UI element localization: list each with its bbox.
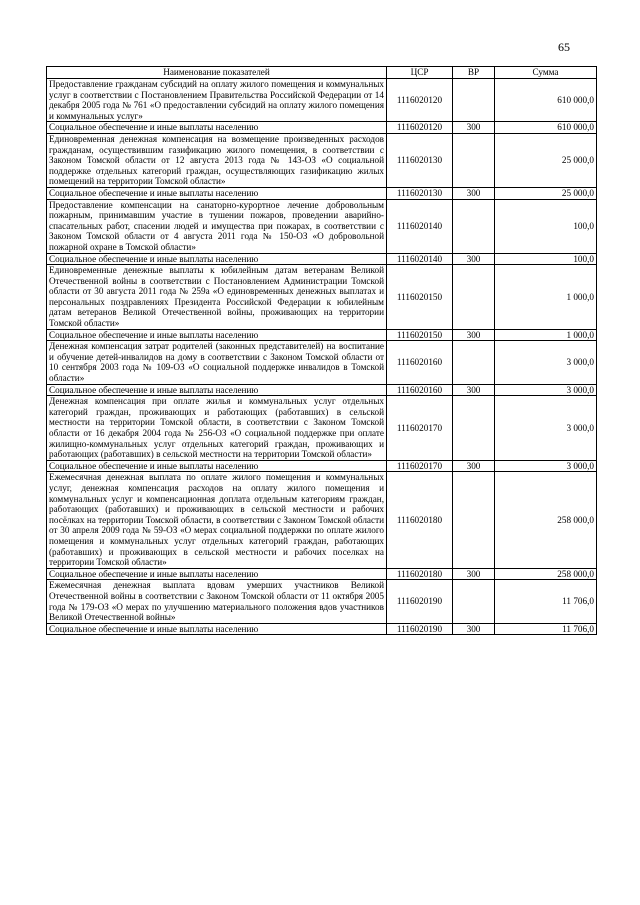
column-header-name: Наименование показателей [47, 67, 387, 79]
row-sum: 1 000,0 [495, 329, 597, 341]
row-name: Социальное обеспечение и иные выплаты населению [47, 122, 387, 134]
row-sum: 1 000,0 [495, 265, 597, 330]
row-sum: 3 000,0 [495, 341, 597, 384]
row-vr: 300 [453, 623, 495, 635]
column-header-sum: Сумма [495, 67, 597, 79]
table-row [47, 265, 597, 330]
table-row [47, 568, 597, 580]
row-vr: 300 [453, 460, 495, 472]
row-sum: 11 706,0 [495, 623, 597, 635]
row-code: 1116020130 [387, 187, 453, 199]
row-name: Ежемесячная денежная выплата по оплате жилого помещения и коммунальных услуг, денежная компенсация расходов на оплату жилого помещения и коммунальных услуг и компенсационная доплата отдельным категориям граждан, работающих (работавших) и проживающих в сельской местности и рабочих посёлках на территории Томской области, в соответствии с Законом Томской области от 30 апреля 2009 года № 59-ОЗ «О мерах социальной поддержки по оплате жилого помещения и коммунальных услуг отдельных категорий граждан, работающих (работавших) и проживающих в сельской местности и рабочих поселках на территории Томской области» [47, 472, 387, 568]
row-sum: 11 706,0 [495, 580, 597, 623]
row-name: Социальное обеспечение и иные выплаты населению [47, 568, 387, 580]
row-vr: 300 [453, 187, 495, 199]
table-row [47, 79, 597, 122]
row-code: 1116020170 [387, 396, 453, 461]
row-code: 1116020160 [387, 384, 453, 396]
table-row [47, 384, 597, 396]
row-code: 1116020150 [387, 329, 453, 341]
row-vr [453, 265, 495, 330]
row-code: 1116020190 [387, 623, 453, 635]
row-code: 1116020140 [387, 253, 453, 265]
row-sum: 3 000,0 [495, 396, 597, 461]
row-vr: 300 [453, 122, 495, 134]
row-name: Единовременная денежная компенсация на возмещение произведенных расходов гражданам, осуществившим газификацию жилого помещения, в соответствии с Законом Томской области от 12 августа 2013 года № 143-ОЗ «О социальной поддержке отдельных категорий граждан, осуществляющих газификацию жилых помещений на территории Томской области» [47, 133, 387, 187]
row-vr: 300 [453, 384, 495, 396]
row-code: 1116020120 [387, 79, 453, 122]
row-name: Денежная компенсация при оплате жилья и коммунальных услуг отдельных категорий граждан, проживающих и работающих (работавших) в сельской местности на территории Томской области, в соответствии с Законом Томской области от 16 декабря 2004 года № 256-ОЗ «О социальной поддержке при оплате жилищно-коммунальных услуг отдельных категорий граждан, проживающих и работающих (работавших) в сельской местности на территории Томской области» [47, 396, 387, 461]
row-name: Социальное обеспечение и иные выплаты населению [47, 187, 387, 199]
row-sum: 258 000,0 [495, 472, 597, 568]
row-sum: 258 000,0 [495, 568, 597, 580]
row-name: Предоставление гражданам субсидий на оплату жилого помещения и коммунальных услуг в соответствии с Постановлением Правительства Российской Федерации от 14 декабря 2005 года № 761 «О предоставлении субсидий на оплату жилого помещения и коммунальных услуг» [47, 79, 387, 122]
row-code: 1116020180 [387, 568, 453, 580]
row-sum: 100,0 [495, 199, 597, 253]
row-sum: 3 000,0 [495, 460, 597, 472]
row-name: Предоставление компенсации на санаторно-курортное лечение добровольным пожарным, принимавшим участие в тушении пожаров, проведении аварийно-спасательных работ, спасении людей и имущества при пожарах, в соответствии с Законом Томской области от 4 августа 2011 года № 150-ОЗ «О добровольной пожарной охране в Томской области» [47, 199, 387, 253]
row-vr [453, 396, 495, 461]
row-sum: 100,0 [495, 253, 597, 265]
table-header-row [47, 67, 597, 79]
column-header-vr: ВР [453, 67, 495, 79]
row-sum: 610 000,0 [495, 122, 597, 134]
row-vr [453, 79, 495, 122]
row-sum: 610 000,0 [495, 79, 597, 122]
row-code: 1116020120 [387, 122, 453, 134]
row-vr [453, 580, 495, 623]
row-name: Единовременные денежные выплаты к юбилейным датам ветеранам Великой Отечественной войны в соответствии с Постановлением Администрации Томской области от 30 августа 2011 года № 259а «О единовременных денежных выплатах и персональных поздравлениях Президента Российской Федерации к юбилейным датам ветеранов Великой Отечественной войны, проживающих на территории Томской области» [47, 265, 387, 330]
row-code: 1116020180 [387, 472, 453, 568]
row-name: Социальное обеспечение и иные выплаты населению [47, 460, 387, 472]
budget-table [46, 66, 597, 635]
row-vr: 300 [453, 568, 495, 580]
table-row [47, 396, 597, 461]
page-number: 65 [558, 40, 570, 54]
table-row [47, 460, 597, 472]
table-row [47, 253, 597, 265]
row-sum: 3 000,0 [495, 384, 597, 396]
row-code: 1116020190 [387, 580, 453, 623]
table-row [47, 329, 597, 341]
table-row [47, 623, 597, 635]
row-code: 1116020150 [387, 265, 453, 330]
row-code: 1116020140 [387, 199, 453, 253]
row-vr: 300 [453, 329, 495, 341]
table-row [47, 187, 597, 199]
table-row [47, 133, 597, 187]
row-name: Социальное обеспечение и иные выплаты населению [47, 253, 387, 265]
row-vr [453, 133, 495, 187]
row-name: Социальное обеспечение и иные выплаты населению [47, 384, 387, 396]
row-vr [453, 341, 495, 384]
row-vr: 300 [453, 253, 495, 265]
table-row [47, 341, 597, 384]
row-name: Денежная компенсация затрат родителей (законных представителей) на воспитание и обучение детей-инвалидов на дому в соответствии с Законом Томской области от 10 сентября 2003 года № 109-ОЗ «О социальной поддержке инвалидов в Томской области» [47, 341, 387, 384]
row-code: 1116020170 [387, 460, 453, 472]
table-row [47, 122, 597, 134]
row-sum: 25 000,0 [495, 133, 597, 187]
row-code: 1116020160 [387, 341, 453, 384]
row-sum: 25 000,0 [495, 187, 597, 199]
row-name: Социальное обеспечение и иные выплаты населению [47, 329, 387, 341]
table-row [47, 580, 597, 623]
row-vr [453, 472, 495, 568]
table-row [47, 472, 597, 568]
column-header-code: ЦСР [387, 67, 453, 79]
row-name: Социальное обеспечение и иные выплаты населению [47, 623, 387, 635]
row-vr [453, 199, 495, 253]
row-code: 1116020130 [387, 133, 453, 187]
table-row [47, 199, 597, 253]
row-name: Ежемесячная денежная выплата вдовам умерших участников Великой Отечественной войны в соответствии с Законом Томской области от 11 октября 2005 года № 179-ОЗ «О мерах по улучшению материального положения вдов участников Великой Отечественной войны» [47, 580, 387, 623]
